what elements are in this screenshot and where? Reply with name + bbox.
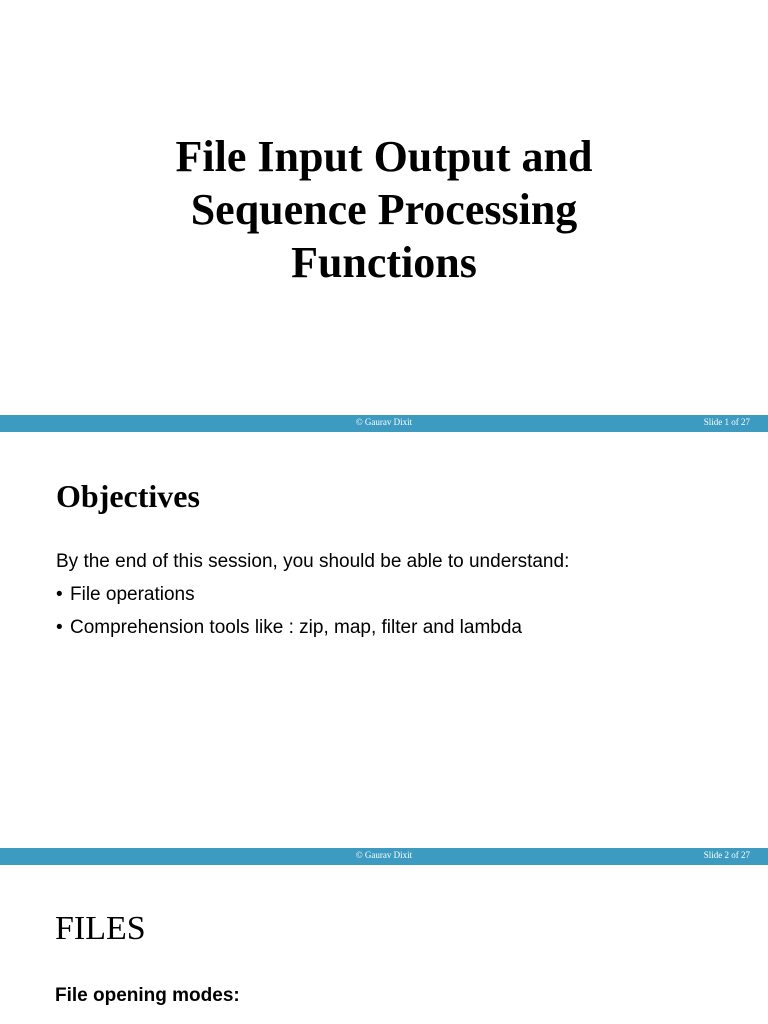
title-line-1: File Input Output and — [175, 132, 593, 181]
footer-slide-number: Slide 1 of 27 — [703, 417, 750, 427]
bullet-text: Comprehension tools like : zip, map, filter and lambda — [70, 617, 523, 638]
slide-subheading: File opening modes: — [55, 985, 240, 1006]
footer-slide-number: Slide 2 of 27 — [703, 850, 750, 860]
bullet-text: File operations — [70, 584, 195, 605]
slide-1-footer-bar — [0, 415, 768, 432]
bullet-dot: • — [56, 617, 63, 638]
bullet-item — [56, 584, 195, 606]
footer-copyright: © Gaurav Dixit — [355, 850, 413, 860]
slide-1 — [0, 0, 768, 415]
title-line-3: Functions — [291, 238, 477, 287]
slide-heading: Objectives — [56, 478, 200, 514]
bullet-dot: • — [56, 584, 63, 605]
slide-2-footer-bar — [0, 848, 768, 865]
bullet-item — [56, 617, 522, 639]
slide-heading: FILES — [55, 910, 146, 947]
slide-title — [0, 130, 768, 289]
footer-copyright: © Gaurav Dixit — [355, 417, 413, 427]
title-line-2: Sequence Processing — [190, 185, 578, 234]
intro-text: By the end of this session, you should be able to understand: — [56, 551, 570, 572]
